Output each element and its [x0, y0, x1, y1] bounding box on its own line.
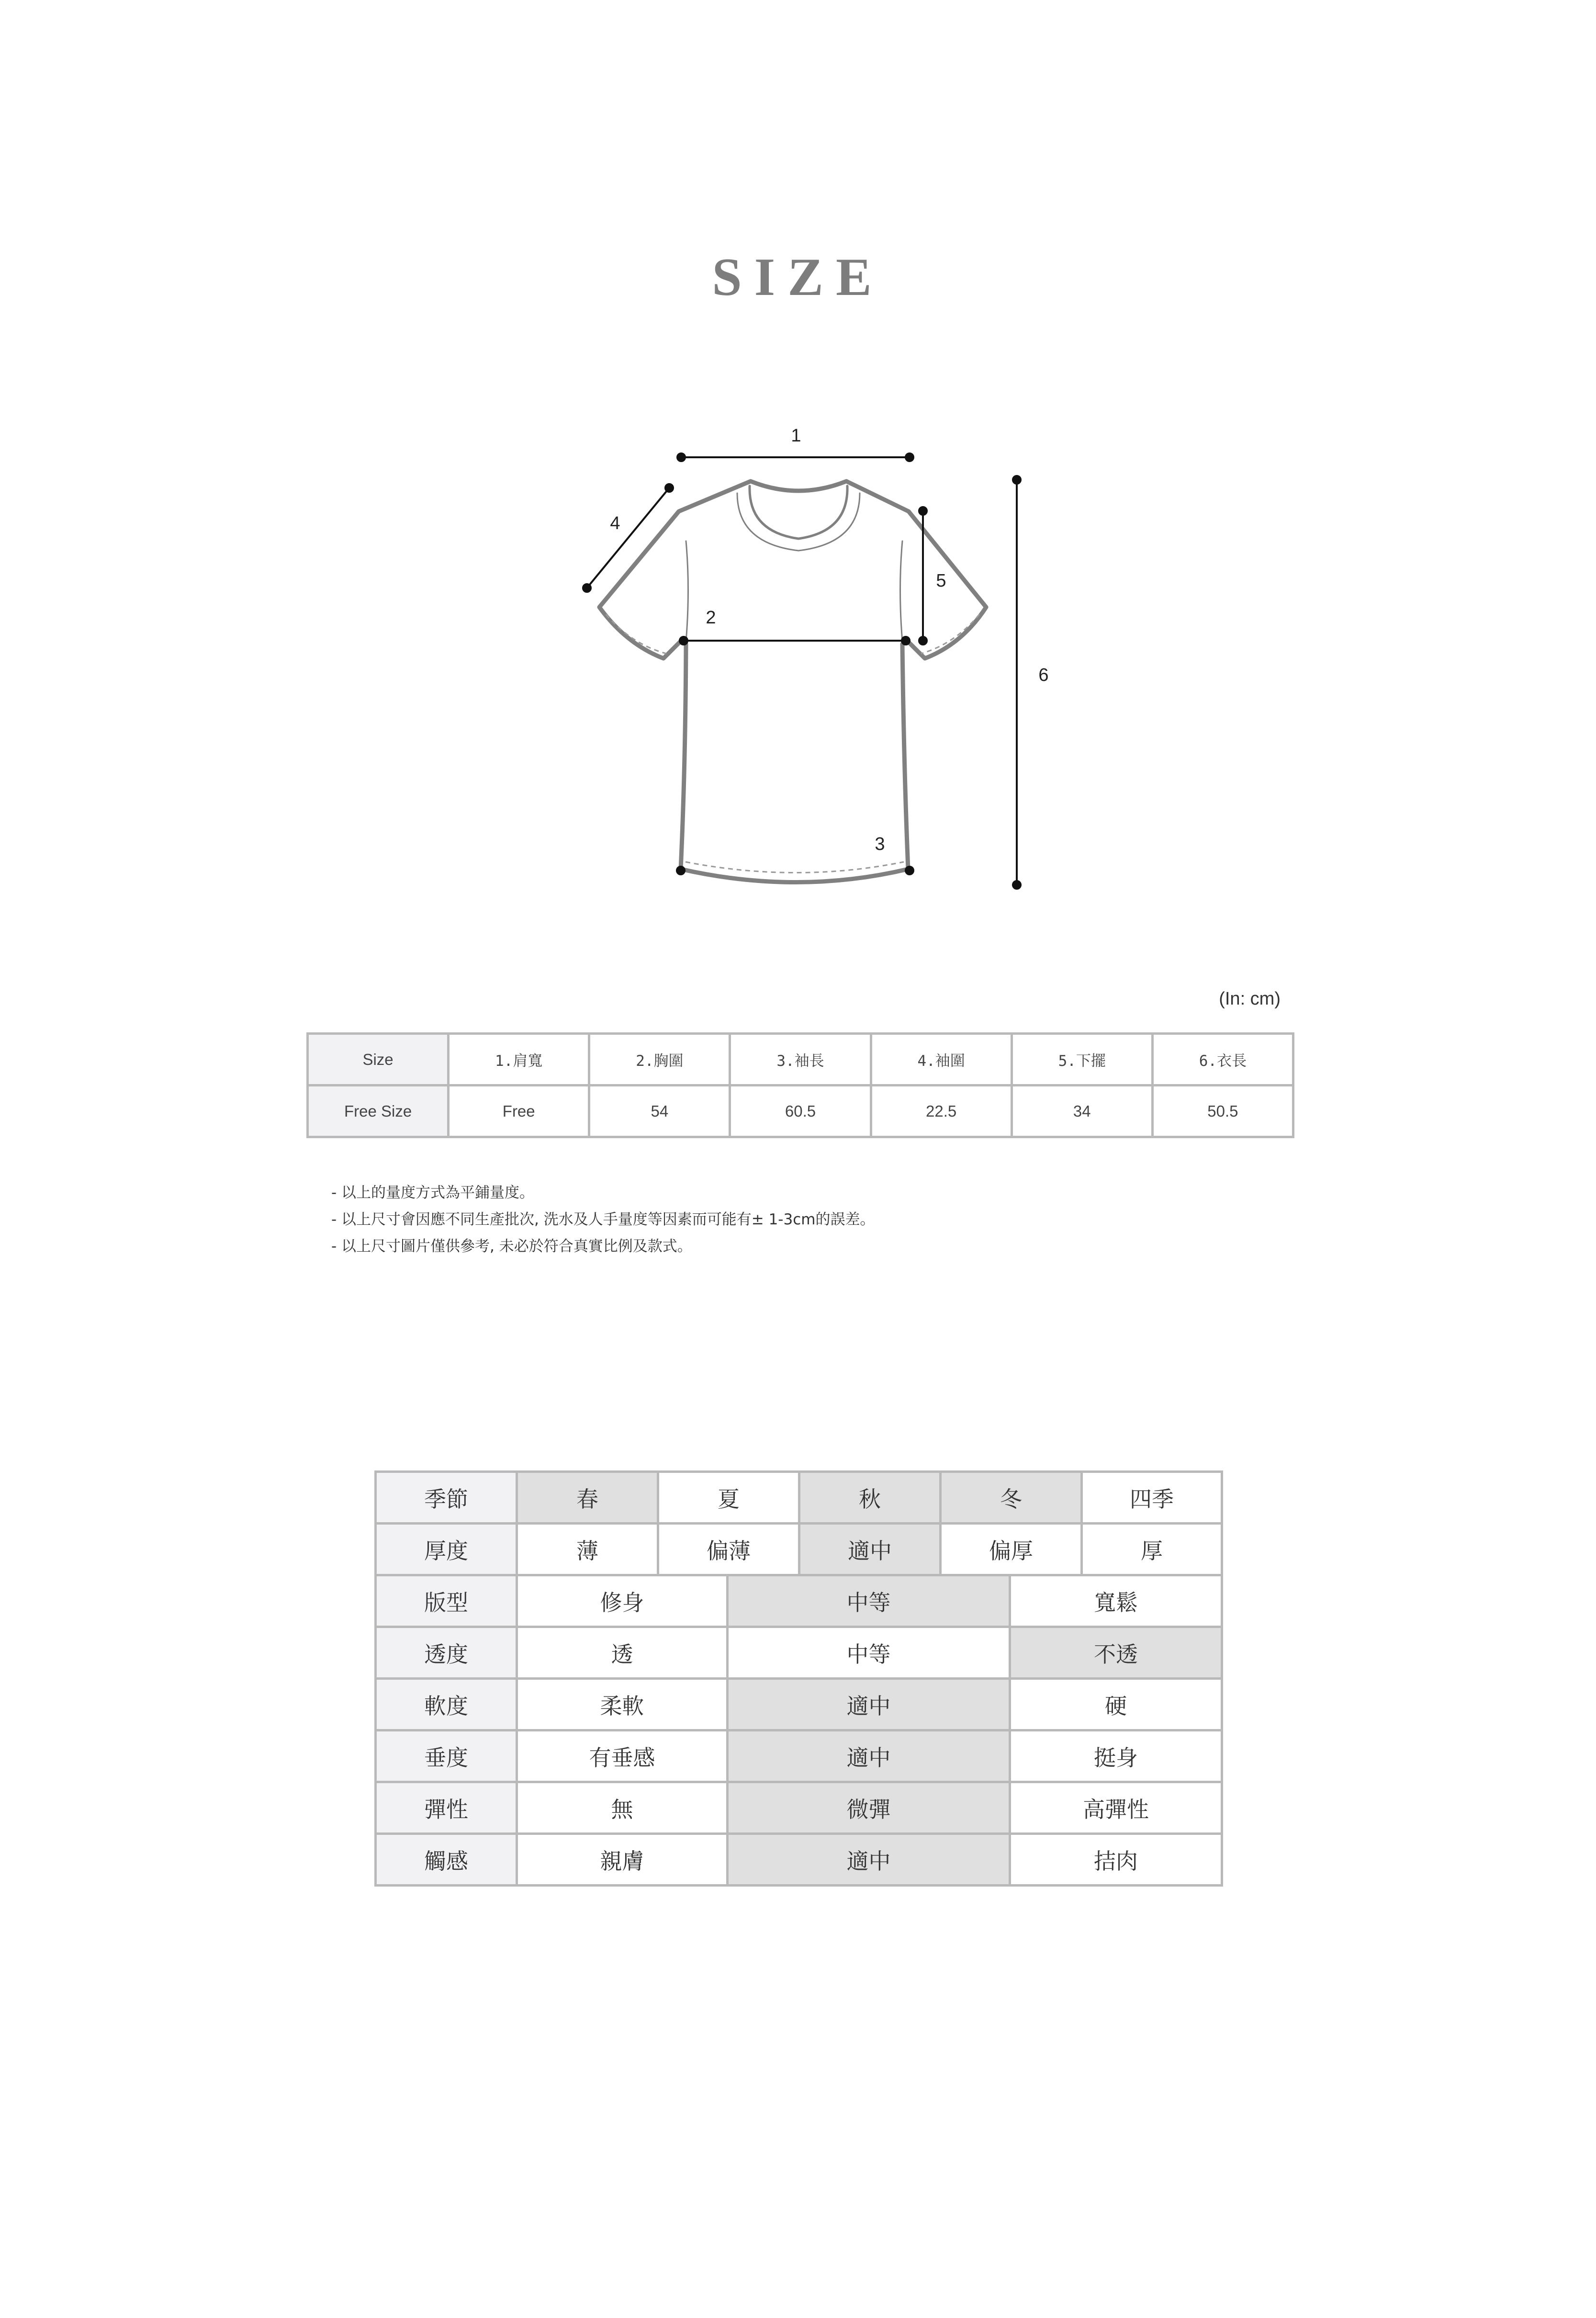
option-opaque: 不透	[1010, 1627, 1222, 1679]
note-line: - 以上尺寸會因應不同生產批次, 洗水及人手量度等因素而可能有± 1-3cm的誤差。	[331, 1211, 875, 1228]
thickness-row	[376, 1524, 1222, 1575]
option-drapey: 有垂感	[517, 1730, 728, 1782]
size-value-cell: 60.5	[730, 1086, 871, 1137]
transparency-row	[376, 1627, 1222, 1679]
row-label-drape: 垂度	[376, 1730, 517, 1782]
size-value-cell: 50.5	[1152, 1086, 1293, 1137]
size-value-cell: Free	[449, 1086, 589, 1137]
size-value-cell: 54	[589, 1086, 730, 1137]
option-slightly-thin: 偏薄	[658, 1524, 799, 1575]
option-thin: 薄	[517, 1524, 658, 1575]
measurement-lines	[583, 453, 1021, 889]
season-row	[376, 1472, 1222, 1524]
option-medium-softness: 適中	[728, 1679, 1010, 1730]
option-stiff: 挺身	[1010, 1730, 1222, 1782]
elasticity-row	[376, 1782, 1222, 1834]
unit-note: (In: cm)	[1219, 989, 1281, 1009]
page-title: SIZE	[712, 248, 884, 307]
option-slight-stretch: 微彈	[728, 1782, 1010, 1834]
size-header-cell: 1.肩寬	[449, 1034, 589, 1086]
option-loose: 寬鬆	[1010, 1575, 1222, 1627]
option-semi-sheer: 中等	[728, 1627, 1010, 1679]
option-regular: 中等	[728, 1575, 1010, 1627]
option-sheer: 透	[517, 1627, 728, 1679]
row-label-transparency: 透度	[376, 1627, 517, 1679]
measure-label-5: 5	[936, 571, 946, 591]
option-slightly-thick: 偏厚	[941, 1524, 1082, 1575]
size-table-header-row	[308, 1034, 1293, 1086]
option-slim: 修身	[517, 1575, 728, 1627]
size-value-cell: Free Size	[308, 1086, 449, 1137]
measure-label-3: 3	[875, 834, 885, 854]
size-header-cell: Size	[308, 1034, 449, 1086]
softness-row	[376, 1679, 1222, 1730]
size-header-cell: 3.袖長	[730, 1034, 871, 1086]
row-label-season: 季節	[376, 1472, 517, 1524]
option-autumn: 秋	[799, 1472, 941, 1524]
option-medium: 適中	[799, 1524, 941, 1575]
row-label-fit: 版型	[376, 1575, 517, 1627]
option-no-stretch: 無	[517, 1782, 728, 1834]
size-value-cell: 34	[1012, 1086, 1152, 1137]
measure-label-6: 6	[1038, 665, 1049, 685]
stitch-lines	[606, 614, 979, 873]
option-thick: 厚	[1082, 1524, 1222, 1575]
option-summer: 夏	[658, 1472, 799, 1524]
option-hard: 硬	[1010, 1679, 1222, 1730]
measure-label-4: 4	[610, 513, 620, 533]
row-label-softness: 軟度	[376, 1679, 517, 1730]
option-winter: 冬	[941, 1472, 1082, 1524]
note-line: - 以上的量度方式為平鋪量度。	[331, 1184, 535, 1201]
size-header-cell: 6.衣長	[1152, 1034, 1293, 1086]
tshirt-outline	[599, 481, 986, 882]
size-header-cell: 4.袖圍	[871, 1034, 1012, 1086]
option-skin-friendly: 親膚	[517, 1834, 728, 1886]
option-spring: 春	[517, 1472, 658, 1524]
fabric-attributes-table	[374, 1470, 1223, 1887]
row-label-touch: 觸感	[376, 1834, 517, 1886]
measure-label-1: 1	[791, 426, 801, 446]
tshirt-measurement-diagram	[0, 0, 1596, 958]
option-all-seasons: 四季	[1082, 1472, 1222, 1524]
row-label-elasticity: 彈性	[376, 1782, 517, 1834]
row-label-thickness: 厚度	[376, 1524, 517, 1575]
note-line: - 以上尺寸圖片僅供參考, 未必於符合真實比例及款式。	[331, 1238, 692, 1255]
touch-row	[376, 1834, 1222, 1886]
fit-row	[376, 1575, 1222, 1627]
size-value-cell: 22.5	[871, 1086, 1012, 1137]
option-medium-touch: 適中	[728, 1834, 1010, 1886]
option-soft: 柔軟	[517, 1679, 728, 1730]
size-header-cell: 5.下擺	[1012, 1034, 1152, 1086]
drape-row	[376, 1730, 1222, 1782]
size-header-cell: 2.胸圍	[589, 1034, 730, 1086]
table-row	[308, 1086, 1293, 1137]
option-itchy: 拮肉	[1010, 1834, 1222, 1886]
option-medium-drape: 適中	[728, 1730, 1010, 1782]
option-high-stretch: 高彈性	[1010, 1782, 1222, 1834]
measurement-notes	[331, 1179, 875, 1260]
size-table	[306, 1032, 1294, 1138]
measure-label-2: 2	[706, 608, 716, 628]
